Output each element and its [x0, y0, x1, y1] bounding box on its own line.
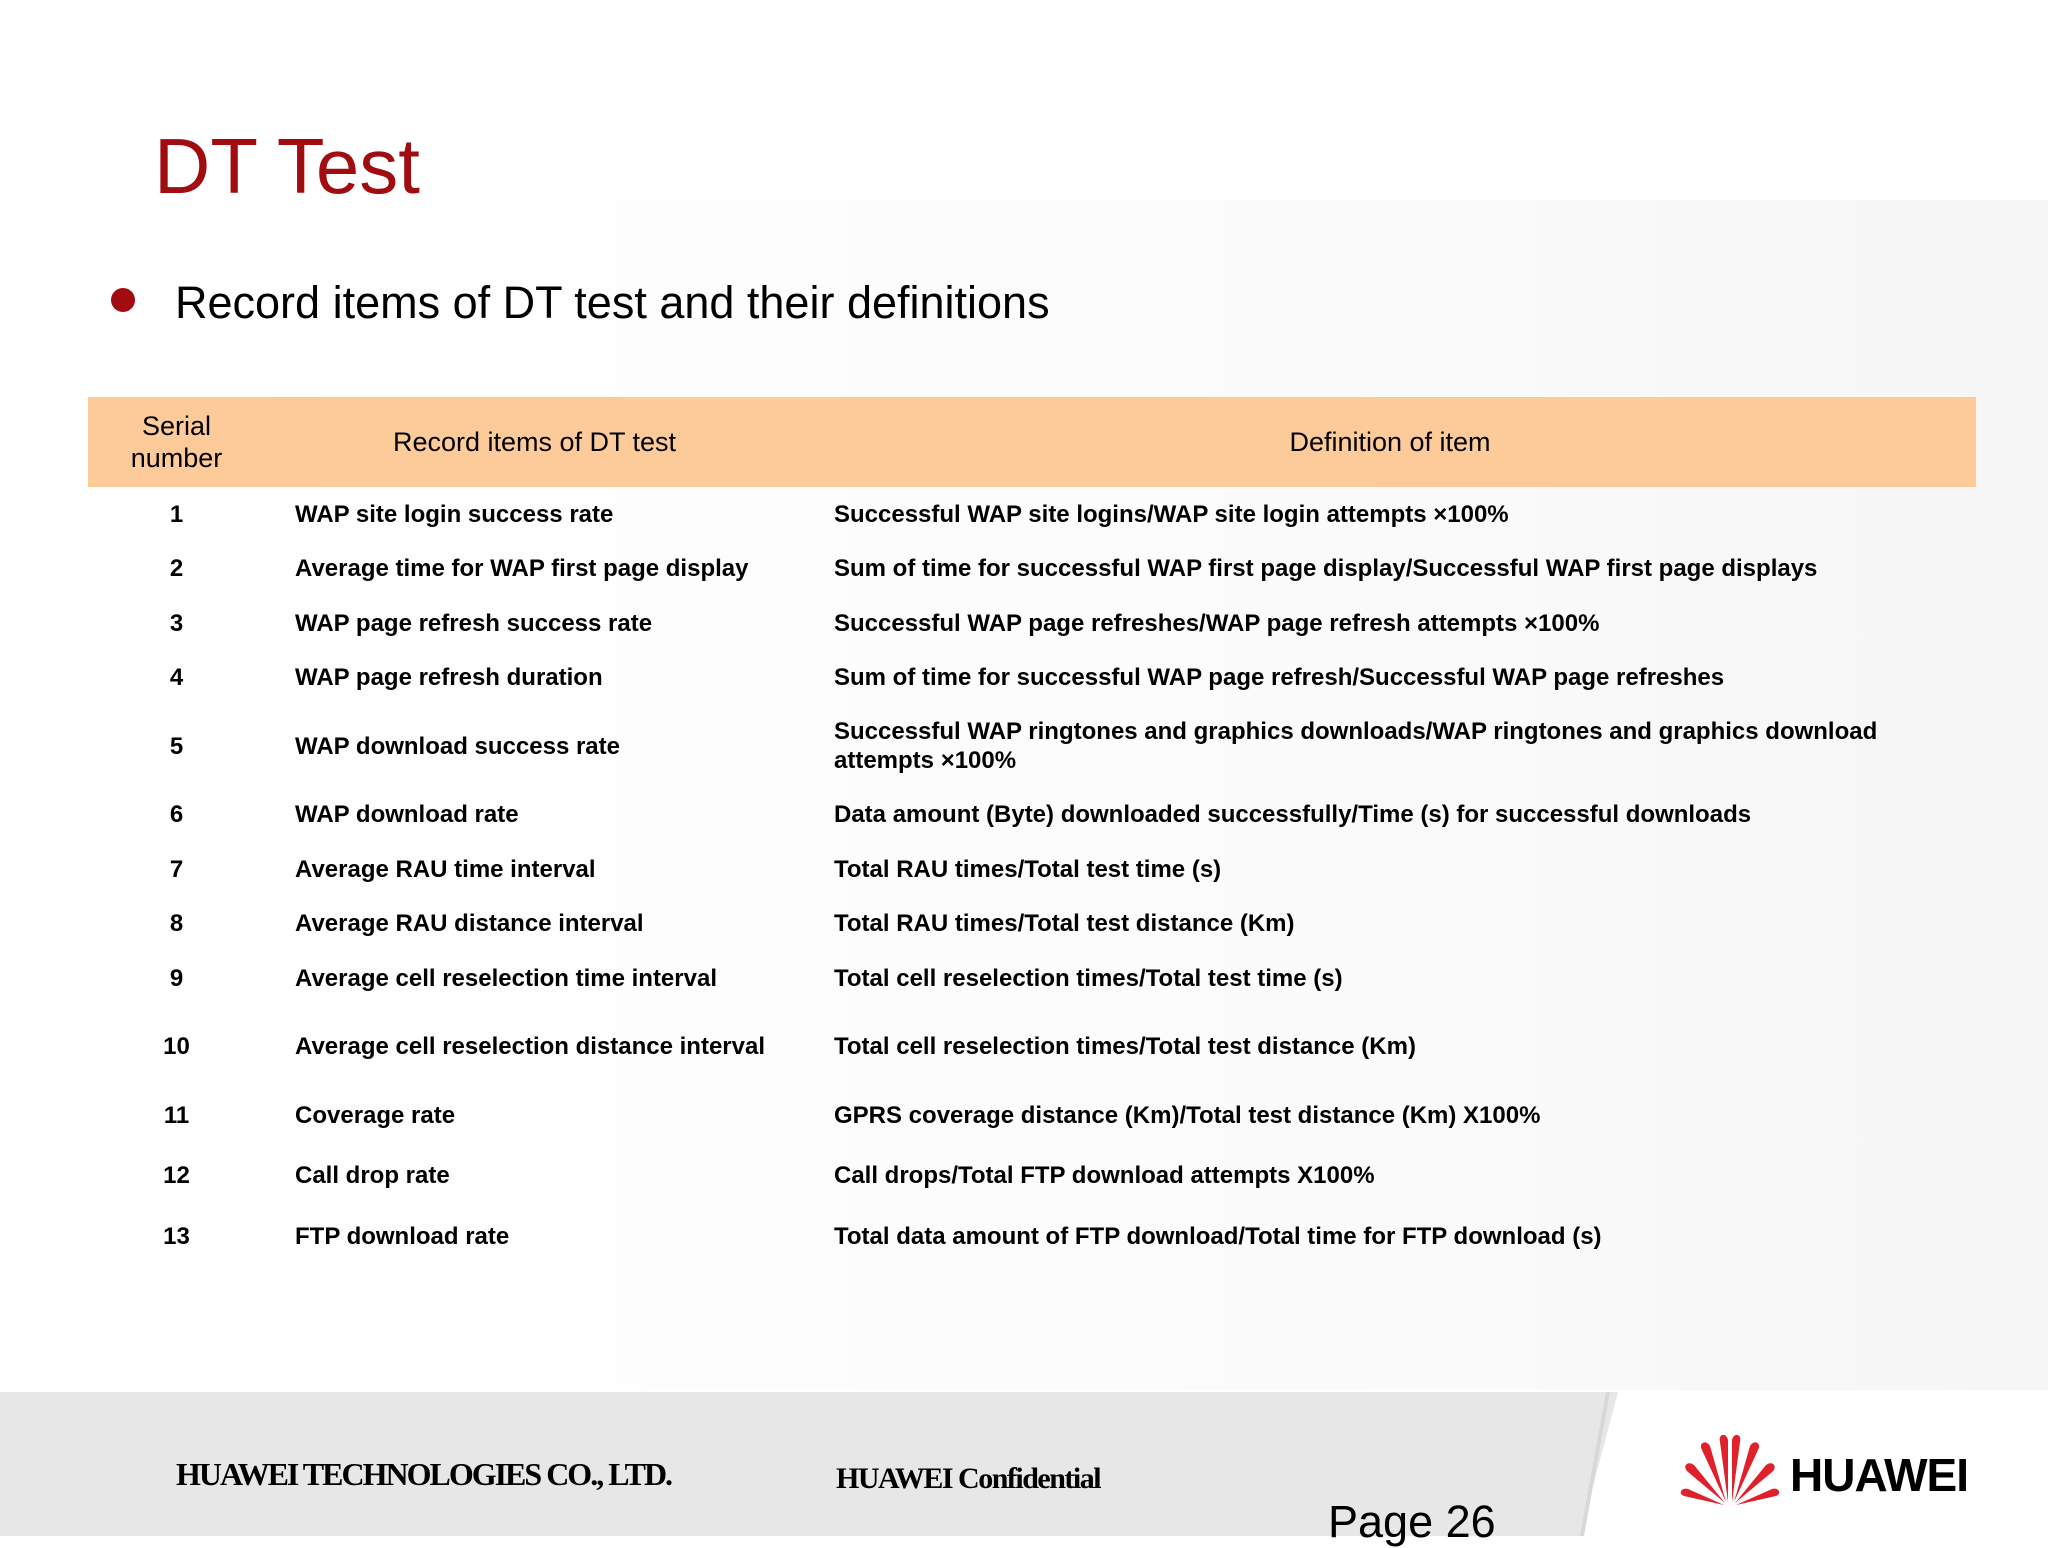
row-item: FTP download rate	[295, 1222, 510, 1250]
table-row	[88, 487, 1976, 541]
row-definition: Total data amount of FTP download/Total time for FTP download (s)	[834, 1222, 1602, 1250]
row-item: WAP page refresh success rate	[295, 609, 653, 637]
table-row	[88, 650, 1976, 705]
table-row	[88, 705, 1976, 787]
table-row	[88, 596, 1976, 650]
row-definition: Total RAU times/Total test time (s)	[834, 855, 1222, 883]
table-row	[88, 1087, 1976, 1143]
row-serial: 6	[169, 801, 184, 828]
row-serial: 2	[169, 555, 184, 582]
row-serial: 13	[163, 1222, 190, 1250]
huawei-flower-logo-icon	[1680, 1430, 1780, 1510]
row-definition: Total cell reselection times/Total test time (s)	[834, 964, 1343, 992]
row-serial: 3	[169, 609, 184, 637]
header-serial-number: Serial number	[130, 411, 223, 473]
row-item: Average cell reselection time interval	[295, 964, 717, 992]
row-serial: 12	[163, 1162, 190, 1189]
table-row	[88, 842, 1976, 896]
huawei-logo	[1680, 1430, 1980, 1510]
row-item: Coverage rate	[295, 1101, 456, 1129]
huawei-logo-text: HUAWEI	[1790, 1449, 1968, 1501]
row-serial: 4	[169, 664, 184, 691]
header-definition: Definition of item	[1289, 427, 1491, 457]
bullet-text: Record items of DT test and their definitions	[175, 277, 1050, 328]
row-item: Average time for WAP first page display	[295, 555, 749, 582]
table-header-row	[88, 397, 1976, 487]
table-row	[88, 1005, 1976, 1087]
row-definition: GPRS coverage distance (Km)/Total test distance (Km) X100%	[834, 1101, 1541, 1129]
table-row	[88, 1143, 1976, 1208]
dt-record-table	[88, 397, 1976, 1264]
row-serial: 8	[169, 910, 184, 937]
row-definition: Successful WAP ringtones and graphics downloads/WAP ringtones and graphics download attempts ×100%	[834, 718, 1878, 774]
page-number: Page 26	[1328, 1496, 1496, 1547]
row-definition: Sum of time for successful WAP first page display/Successful WAP first page displays	[834, 555, 1818, 582]
bullet-dot-icon	[111, 288, 135, 312]
row-item: WAP site login success rate	[295, 500, 614, 528]
footer-confidential-label: HUAWEI Confidential	[836, 1462, 1101, 1495]
bullet-point	[108, 272, 1408, 334]
table-row	[88, 1208, 1976, 1264]
row-definition: Sum of time for successful WAP page refresh/Successful WAP page refreshes	[834, 664, 1725, 691]
row-serial: 7	[169, 855, 184, 883]
row-item: WAP page refresh duration	[295, 664, 603, 691]
table-row	[88, 541, 1976, 596]
row-item: WAP download success rate	[295, 732, 620, 760]
row-serial: 9	[169, 964, 184, 992]
row-definition: Call drops/Total FTP download attempts X100%	[834, 1162, 1375, 1189]
row-serial: 11	[163, 1101, 190, 1129]
row-item: Average RAU distance interval	[295, 910, 644, 937]
row-item: Average RAU time interval	[295, 855, 596, 883]
table-row	[88, 896, 1976, 951]
row-serial: 5	[169, 732, 184, 760]
table-row	[88, 787, 1976, 842]
row-serial: 10	[163, 1032, 190, 1060]
slide-footer	[0, 1392, 2048, 1547]
row-item: Average cell reselection distance interval	[295, 1032, 766, 1060]
row-definition: Data amount (Byte) downloaded successfully/Time (s) for successful downloads	[834, 801, 1752, 828]
footer-company-name: HUAWEI TECHNOLOGIES CO., LTD.	[176, 1456, 672, 1492]
row-definition: Total cell reselection times/Total test distance (Km)	[834, 1032, 1416, 1060]
table-row	[88, 951, 1976, 1005]
row-serial: 1	[169, 500, 184, 528]
row-definition: Total RAU times/Total test distance (Km)	[834, 910, 1295, 937]
slide-title: DT Test	[154, 122, 420, 210]
row-definition: Successful WAP page refreshes/WAP page refresh attempts ×100%	[834, 609, 1600, 637]
row-item: Call drop rate	[295, 1162, 450, 1189]
header-record-items: Record items of DT test	[392, 427, 677, 457]
row-definition: Successful WAP site logins/WAP site login attempts ×100%	[834, 500, 1509, 528]
row-item: WAP download rate	[295, 801, 519, 828]
